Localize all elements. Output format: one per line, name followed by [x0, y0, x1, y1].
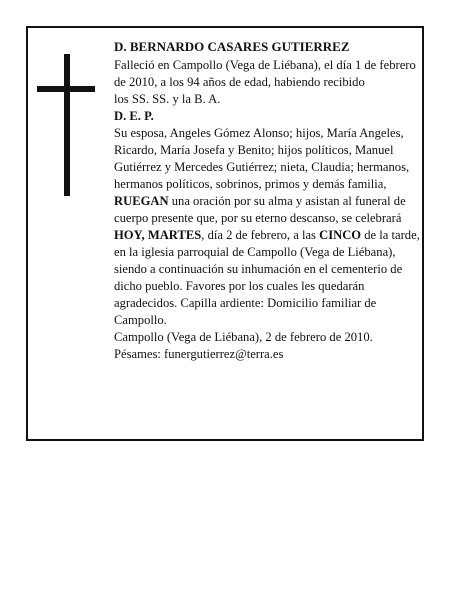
- notice-text: [114, 38, 422, 363]
- cinco-label: CINCO: [319, 228, 362, 242]
- place-and-date: Campollo (Vega de Liébana), 2 de febrero de 2010.: [114, 330, 373, 344]
- death-announcement: Falleció en Campollo (Vega de Liébana), el día 1 de febrero de 2010, a los 94 años de edad, habiendo recibido: [114, 58, 416, 89]
- funeral-text-1: una oración por su alma y asistan al funeral de cuerpo presente que, por su eterno descanso, se celebrará: [114, 194, 406, 225]
- funeral-text-3: de la tarde, en la iglesia parroquial de Campollo (Vega de Liébana), siendo a continuación su inhumación en el cementerio de dicho pueblo. Favores por los cuales les quedarán agradecidos. Capilla ardiente: Domicilio familiar de Campollo.: [114, 228, 420, 327]
- cross-icon: [37, 54, 95, 196]
- cross-horizontal-bar: [37, 86, 95, 92]
- funeral-request: [114, 193, 422, 329]
- deceased-name: D. BERNARDO CASARES GUTIERREZ: [114, 39, 350, 54]
- ruegan-label: RUEGAN: [114, 194, 169, 208]
- hoy-martes-label: HOY, MARTES: [114, 228, 202, 242]
- condolences-contact: Pésames: funergutierrez@terra.es: [114, 347, 284, 361]
- rest-in-peace: D. E. P.: [114, 109, 154, 123]
- family-list: Su esposa, Angeles Gómez Alonso; hijos, María Angeles, Ricardo, María Josefa y Benito; hijos políticos, Manuel Gutiérrez y Mercedes Gutiérrez; nieta, Claudia; hermanos, hermanos políticos, sobrinos, primos y demás familia,: [114, 126, 410, 191]
- sacraments-line: los SS. SS. y la B. A.: [114, 92, 221, 106]
- funeral-text-2: , día 2 de febrero, a las: [201, 228, 320, 242]
- cross-vertical-bar: [64, 54, 70, 196]
